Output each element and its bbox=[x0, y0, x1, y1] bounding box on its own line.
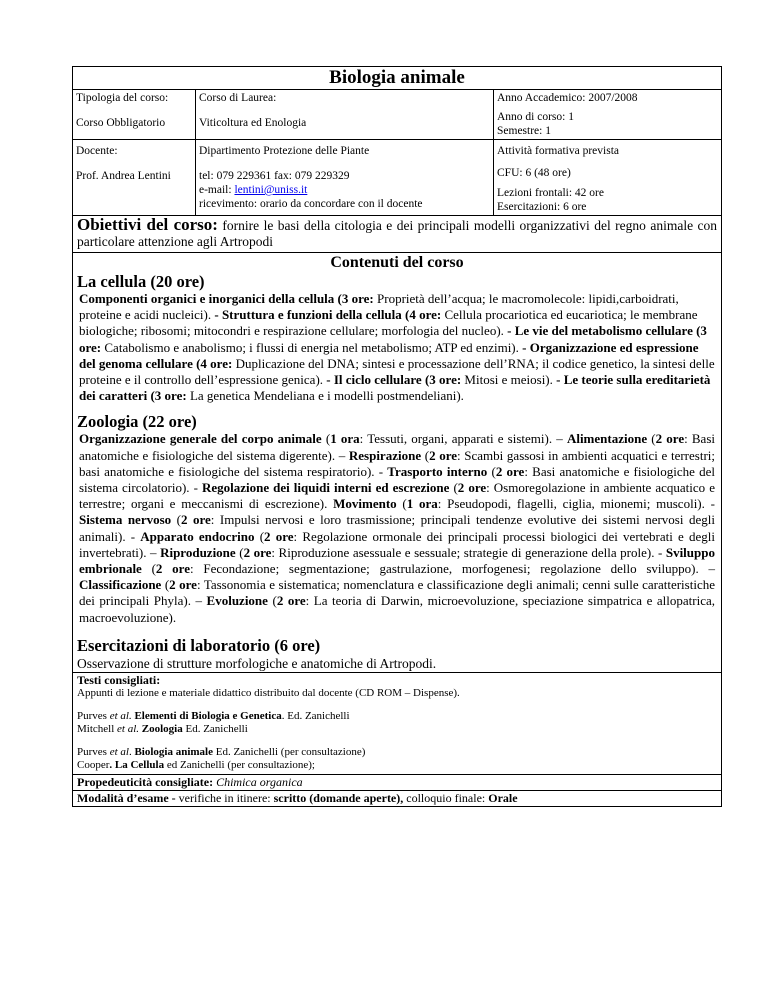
info-semester: Semestre: 1 bbox=[497, 125, 551, 137]
zoo-topic-12-text: : La teoria di Darwin, microevoluzione, speciazione simpatrica e allopatrica, macroevoluzione). bbox=[79, 593, 715, 625]
info-activity-label: Attività formativa prevista bbox=[497, 145, 619, 157]
info-exercises: Esercitazioni: 6 ore bbox=[497, 201, 587, 213]
info-email-line bbox=[199, 183, 490, 197]
info-year-semester bbox=[494, 106, 721, 140]
book-2-etal: et al. bbox=[117, 722, 140, 735]
cell-topic-3-text: Catabolismo e anabolismo; i flussi di energia nel metabolismo; ATP ed enzimi). bbox=[104, 339, 523, 355]
zoology-paragraph bbox=[73, 431, 721, 625]
lab-section bbox=[73, 636, 721, 673]
zoo-topic-6-open: ( bbox=[396, 496, 407, 512]
recommended-books bbox=[73, 673, 721, 775]
cell-topic-2-text: Cellula procariotica ed eucariotica; le membrane biologiche; ribosomi; mitocondri e respirazione cellulare; morfologia del nucleo). bbox=[79, 307, 698, 339]
cell-topic-4: - Organizzazione ed espressione del genoma cellulare (4 ore: bbox=[79, 339, 699, 371]
info-credits bbox=[494, 159, 721, 215]
zoo-topic-11-hours: 2 ore bbox=[169, 577, 197, 593]
info-degree-value bbox=[196, 106, 494, 140]
cell-topic-5-text: Mitosi e meiosi). bbox=[464, 372, 557, 388]
zoo-topic-8-text: : Regolazione ormonale dei principali processi biologici dei vertebrati e degli invertebrati). – bbox=[79, 528, 715, 560]
info-course-year: Anno di corso: 1 bbox=[497, 111, 574, 123]
info-teacher-name: Prof. Andrea Lentini bbox=[73, 159, 196, 215]
book-1 bbox=[77, 710, 717, 723]
cell-topic-1: Componenti organici e inorganici della cellula (3 ore: bbox=[79, 291, 378, 306]
prereq-label: Propedeuticità consigliate: bbox=[77, 774, 217, 789]
course-sheet bbox=[72, 66, 722, 807]
zoo-topic-9: Riproduzione bbox=[160, 544, 236, 560]
cell-heading: La cellula (20 ore) bbox=[77, 272, 205, 291]
zoo-topic-10: Sviluppo embrionale bbox=[79, 544, 715, 577]
zoo-topic-5-open: ( bbox=[449, 480, 458, 496]
book-4-publisher: ed Zanichelli (per consultazione); bbox=[164, 758, 315, 771]
zoo-topic-6: Movimento bbox=[333, 496, 397, 512]
lab-heading: Esercitazioni di laboratorio (6 ore) bbox=[77, 635, 321, 655]
book-3-title: Biologia animale bbox=[134, 745, 213, 758]
zoo-topic-2-text: : Basi anatomiche e fisiologiche del sistema digerente). – bbox=[79, 431, 715, 463]
info-office-hours: ricevimento: orario da concordare con il docente bbox=[199, 198, 423, 210]
objectives-text: fornire le basi della citologia e dei principali modelli organizzativi del regno animale con particolare attenzione agli Artropodi bbox=[77, 218, 717, 249]
exam-label: Modalità d’esame - bbox=[77, 790, 179, 805]
info-degree-label: Corso di Laurea: bbox=[196, 90, 494, 106]
cell-topic-6-text: La genetica Mendeliana e i modelli postmendeliani). bbox=[189, 388, 464, 404]
exam-text-2: colloquio finale: bbox=[403, 790, 489, 805]
contents-title: Contenuti del corso bbox=[330, 254, 464, 271]
zoo-topic-11-open: ( bbox=[161, 577, 170, 593]
zoo-topic-7: Sistema nervoso bbox=[79, 512, 172, 528]
info-contacts bbox=[196, 159, 494, 215]
info-type-text: Corso Obbligatorio bbox=[76, 117, 166, 129]
zoo-topic-2: Alimentazione bbox=[566, 431, 648, 447]
zoo-topic-5-text: : Osmoregolazione in ambiente acquatico e terrestre; organi e meccanismi di escrezione). bbox=[79, 480, 715, 512]
zoo-topic-8-hours: 2 ore bbox=[264, 528, 294, 544]
info-type-label: Tipologia del corso: bbox=[73, 90, 196, 106]
info-phone-fax: tel: 079 229361 fax: 079 229329 bbox=[199, 170, 350, 182]
cell-topic-5: - Il ciclo cellulare (3 ore: bbox=[326, 372, 465, 388]
books-notes: Appunti di lezione e materiale didattico distribuito dal docente (CD ROM – Dispense). bbox=[77, 686, 460, 699]
zoo-topic-4-hours: 2 ore bbox=[495, 463, 525, 479]
zoo-topic-3-hours: 2 ore bbox=[429, 447, 458, 463]
book-1-publisher: . Ed. Zanichelli bbox=[281, 709, 350, 722]
zoo-topic-4: Trasporto interno bbox=[387, 463, 488, 479]
exam-oral: Orale bbox=[488, 790, 518, 805]
lab-text: Osservazione di strutture morfologiche e anatomiche di Artropodi. bbox=[77, 655, 437, 671]
email-link[interactable]: lentini@uniss.it bbox=[234, 184, 308, 196]
info-academic-year: Anno Accademico: 2007/2008 bbox=[497, 92, 638, 104]
book-2-title: Zoologia bbox=[139, 722, 183, 735]
book-1-etal: et al. bbox=[109, 709, 132, 722]
book-4-author: Cooper bbox=[77, 758, 110, 771]
zoo-topic-12: Evoluzione bbox=[206, 593, 268, 609]
cell-paragraph bbox=[73, 291, 721, 404]
zoo-topic-2-open: ( bbox=[647, 431, 656, 447]
book-2-publisher: Ed. Zanichelli bbox=[182, 722, 248, 735]
book-2 bbox=[77, 723, 717, 736]
cell-topic-2: - Struttura e funzioni della cellula (4 ore: bbox=[214, 307, 445, 323]
zoo-topic-9-open: ( bbox=[235, 544, 244, 560]
objectives-label: Obiettivi del corso: bbox=[77, 215, 218, 234]
course-title: Biologia animale bbox=[73, 67, 721, 90]
info-lectures: Lezioni frontali: 42 ore bbox=[497, 187, 604, 199]
zoo-topic-10-hours: 2 ore bbox=[155, 561, 190, 577]
zoology-heading: Zoologia (22 ore) bbox=[77, 412, 197, 432]
cell-topic-3: - Le vie del metabolismo cellulare (3 ore: bbox=[79, 323, 707, 355]
zoo-topic-10-open: ( bbox=[141, 561, 156, 577]
info-type-value bbox=[73, 106, 196, 140]
prerequisites bbox=[73, 775, 721, 791]
cell-topic-4-text: Duplicazione del DNA; sintesi e processazione dell’RNA; il codice genetico, la sintesi delle proteine e il controllo dell’espressione genica). bbox=[79, 355, 715, 388]
cell-topic-6: - Le teorie sulla ereditarietà dei caratteri (3 ore: bbox=[79, 372, 711, 404]
zoo-topic-12-open: ( bbox=[267, 593, 277, 609]
zoo-topic-6-text: : Pseudopodi, flagelli, ciglia, mionemi; muscoli). - bbox=[437, 496, 715, 512]
zoo-topic-7-open: ( bbox=[171, 512, 181, 528]
prereq-value: Chimica organica bbox=[216, 774, 303, 789]
zoo-topic-1: Organizzazione generale del corpo animale bbox=[79, 431, 322, 447]
zoo-topic-10-text: : Fecondazione; segmentazione; gastrulazione, morfogenesi; regolazione dello sviluppo). – bbox=[190, 561, 715, 577]
zoo-topic-3: Respirazione bbox=[348, 447, 422, 463]
book-3-etal: et al bbox=[109, 745, 129, 758]
book-3-publisher: Ed. Zanichelli (per consultazione) bbox=[212, 745, 366, 758]
book-2-author: Mitchell bbox=[77, 722, 118, 735]
book-3 bbox=[77, 746, 717, 759]
course-info-table bbox=[73, 90, 721, 215]
book-1-author: Purves bbox=[77, 709, 110, 722]
book-4-title: . La Cellula bbox=[109, 758, 165, 771]
zoo-topic-9-hours: 2 ore bbox=[243, 544, 272, 560]
book-1-title: Elementi di Biologia e Genetica bbox=[131, 709, 282, 722]
info-cfu: CFU: 6 (48 ore) bbox=[497, 167, 571, 179]
zoo-topic-7-hours: 2 ore bbox=[180, 512, 211, 528]
objectives bbox=[73, 215, 721, 253]
zoo-topic-1-hours: 1 ora bbox=[330, 431, 360, 447]
zoo-topic-11-text: : Tassonomia e sistematica; nomenclatura e classificazione degli animali; cenni sulle caratteristiche dei principali Phyla). – bbox=[79, 577, 715, 609]
zoo-topic-4-text: : Basi anatomiche e fisiologiche del sistema circolatorio). - bbox=[79, 463, 715, 496]
info-email-prefix: e-mail: bbox=[199, 184, 235, 196]
zoo-topic-3-open: ( bbox=[421, 447, 430, 463]
zoo-topic-3-text: : Scambi gassosi in ambienti acquatici e terrestri; basi anatomiche e fisiologiche del sistema respiratorio). - bbox=[79, 447, 715, 479]
zoo-topic-1-open: ( bbox=[321, 431, 331, 447]
zoo-topic-7-text: : Impulsi nervosi e loro trasmissione; principali tendenze evolutive dei sistemi nervosi degli animali). - bbox=[79, 512, 715, 544]
book-3-dot: . bbox=[128, 745, 135, 758]
zoo-topic-2-hours: 2 ore bbox=[655, 431, 685, 447]
zoo-topic-4-open: ( bbox=[487, 463, 496, 479]
zoo-topic-5: Regolazione dei liquidi interni ed escrezione bbox=[201, 480, 450, 496]
zoo-topic-9-text: : Riproduzione asessuale e sessuale; strategie di generazione della prole). - bbox=[271, 544, 666, 560]
info-teacher-label: Docente: bbox=[73, 140, 196, 159]
info-department: Dipartimento Protezione delle Piante bbox=[196, 140, 494, 159]
zoo-topic-8-open: ( bbox=[254, 528, 265, 544]
book-4 bbox=[77, 759, 717, 772]
zoo-topic-12-hours: 2 ore bbox=[276, 593, 306, 609]
books-heading: Testi consigliati: bbox=[77, 672, 161, 687]
exam-written: scritto (domande aperte), bbox=[273, 790, 404, 805]
zoo-topic-1-text: : Tessuti, organi, apparati e sistemi). – bbox=[359, 431, 567, 447]
zoo-topic-8: Apparato endocrino bbox=[140, 528, 255, 544]
book-3-author: Purves bbox=[77, 745, 110, 758]
exam-mode bbox=[73, 791, 721, 806]
cell-topic-1-text: Proprietà dell’acqua; le macromolecole: lipidi,carboidrati, proteine e acidi nucleici). bbox=[79, 291, 679, 323]
zoo-topic-6-hours: 1 ora bbox=[406, 496, 438, 512]
zoo-topic-5-hours: 2 ore bbox=[457, 480, 487, 496]
exam-text-1: verifiche in itinere: bbox=[178, 790, 274, 805]
info-degree-text: Viticoltura ed Enologia bbox=[199, 117, 307, 129]
zoo-topic-11: Classificazione bbox=[79, 577, 162, 593]
